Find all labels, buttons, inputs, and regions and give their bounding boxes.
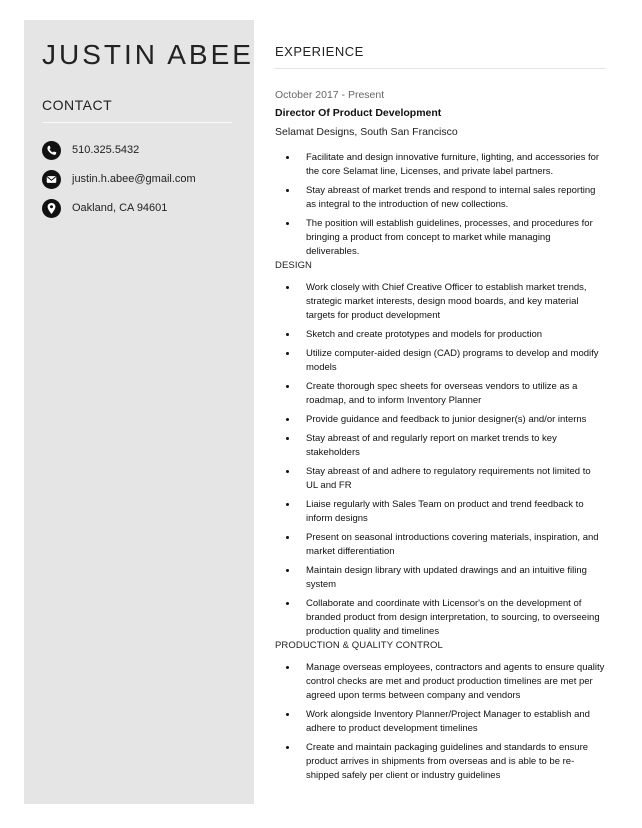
location-pin-icon — [42, 199, 61, 218]
resume-name: JUSTIN ABEE — [42, 39, 254, 70]
contact-email-text: justin.h.abee@gmail.com — [72, 173, 196, 185]
production-section-label: PRODUCTION & QUALITY CONTROL — [275, 640, 443, 651]
list-item: Facilitate and design innovative furniture, lighting, and accessories for the core Selamat line, Licenses, and private label partners. — [275, 151, 605, 179]
list-item: Work alongside Inventory Planner/Project Manager to establish and adhere to product development timelines — [275, 708, 605, 736]
list-item: Work closely with Chief Creative Officer to establish market trends, strategic market interests, design mood boards, and key material targets for product development — [275, 281, 605, 323]
list-item: Sketch and create prototypes and models for production — [275, 328, 605, 342]
list-item: Present on seasonal introductions covering materials, inspiration, and market differentiation — [275, 531, 605, 559]
list-item: The position will establish guidelines, processes, and procedures for bringing a product from concept to market while managing deliverables. — [275, 217, 605, 259]
list-item: Stay abreast of market trends and respond to internal sales reporting as integral to the introduction of new collections. — [275, 184, 605, 212]
contact-email — [42, 169, 196, 189]
list-item: Collaborate and coordinate with Licensor's on the development of branded product from design interpretation, to sourcing, to overseeing production quality and timelines — [275, 597, 605, 639]
job-company: Selamat Designs, South San Francisco — [275, 126, 458, 138]
job-details — [275, 151, 605, 788]
sidebar — [24, 20, 254, 804]
contact-location-text: Oakland, CA 94601 — [72, 202, 168, 214]
contact-location — [42, 198, 167, 218]
list-item: Liaise regularly with Sales Team on product and trend feedback to inform designs — [275, 498, 605, 526]
job-title: Director Of Product Development — [275, 107, 442, 119]
list-item: Create and maintain packaging guidelines and standards to ensure product arrives in shipments from overseas and is able to be re-shipped safely per client or industry guidelines — [275, 741, 605, 783]
design-section-label: DESIGN — [275, 260, 313, 271]
list-item: Stay abreast of and regularly report on market trends to key stakeholders — [275, 432, 605, 460]
contact-phone — [42, 140, 139, 160]
intro-bullet-list — [275, 151, 605, 259]
experience-divider — [275, 68, 605, 69]
contact-divider — [42, 122, 232, 123]
list-item: Utilize computer-aided design (CAD) programs to develop and modify models — [275, 347, 605, 375]
list-item: Maintain design library with updated drawings and an intuitive filing system — [275, 564, 605, 592]
production-bullet-list — [275, 661, 605, 783]
contact-phone-text: 510.325.5432 — [72, 144, 140, 156]
phone-icon — [42, 141, 61, 160]
contact-heading: CONTACT — [42, 97, 113, 113]
list-item: Stay abreast of and adhere to regulatory requirements not limited to UL and FR — [275, 465, 605, 493]
job-dates: October 2017 - Present — [275, 89, 385, 101]
list-item: Manage overseas employees, contractors and agents to ensure quality control checks are met and product production timelines are met per agreed upon terms between company and vendors — [275, 661, 605, 703]
experience-heading: EXPERIENCE — [275, 44, 364, 59]
list-item: Create thorough spec sheets for overseas vendors to utilize as a roadmap, and to inform Inventory Planner — [275, 380, 605, 408]
list-item: Provide guidance and feedback to junior designer(s) and/or interns — [275, 413, 605, 427]
design-bullet-list — [275, 281, 605, 639]
email-icon — [42, 170, 61, 189]
